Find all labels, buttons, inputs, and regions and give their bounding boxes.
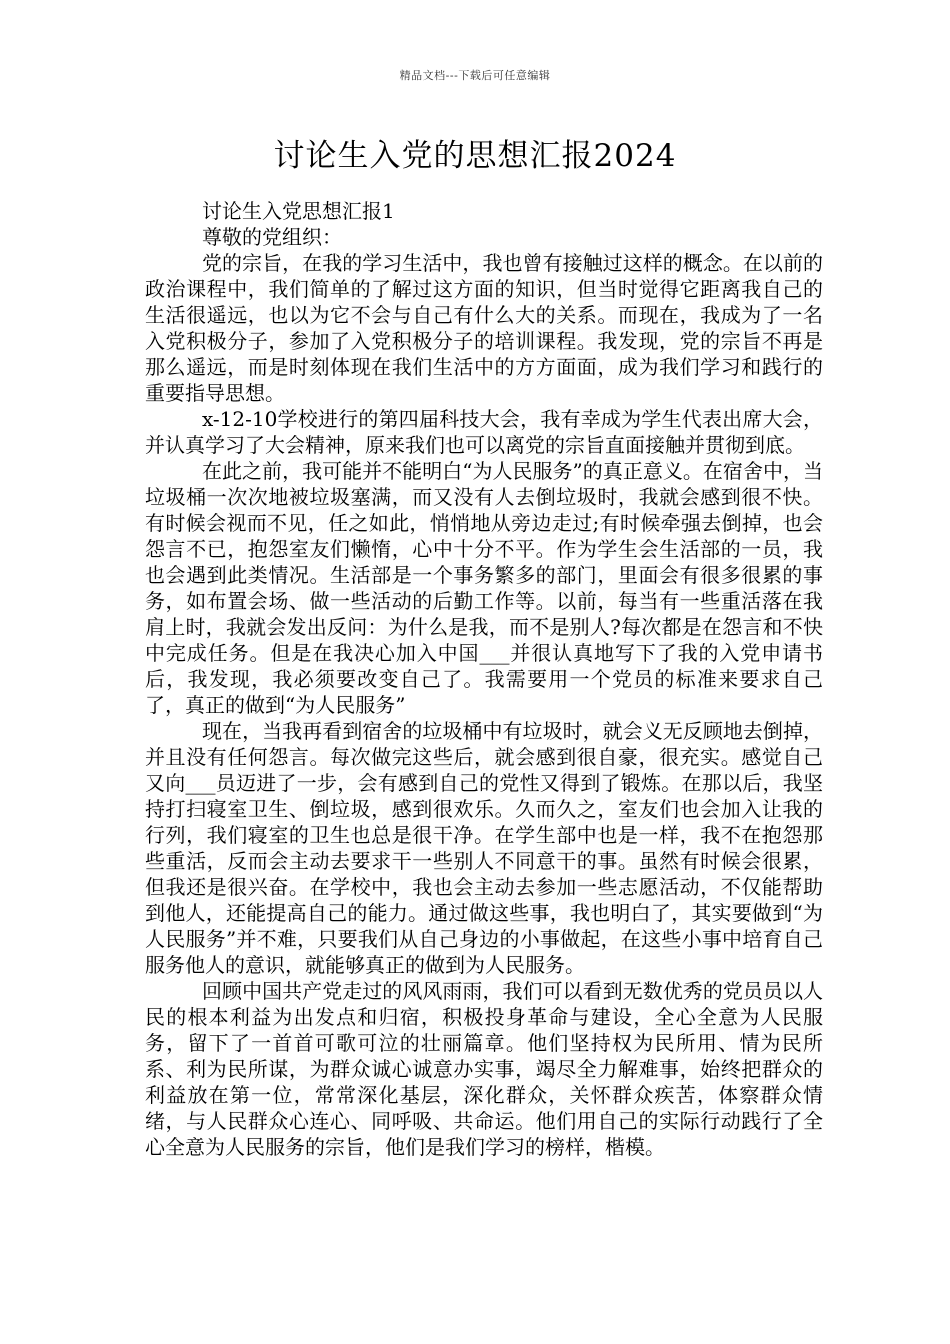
paragraph: x-12-10学校进行的第四届科技大会，我有幸成为学生代表出席大会，并认真学习了大会精神，原来我们也可以离党的宗旨直面接触并贯彻到底。	[145, 407, 823, 457]
paragraph: 回顾中国共产党走过的风风雨雨，我们可以看到无数优秀的党员员以人民的根本利益为出发点和归宿，积极投身革命与建设，全心全意为人民服务，留下了一首首可歌可泣的壮丽篇章。他们坚持权为民所用、情为民所系、利为民所谋，为群众诚心诚意办实事，竭尽全力解难事，始终把群众的利益放在第一位，常常深化基层，深化群众，关怀群众疾苦，体察群众情绪，与人民群众心连心、同呼吸、共命运。他们用自己的实际行动践行了全心全意为人民服务的宗旨，他们是我们学习的榜样，楷模。	[145, 979, 823, 1159]
paragraph: 现在，当我再看到宿舍的垃圾桶中有垃圾时，就会义无反顾地去倒掉，并且没有任何怨言。每次做完这些后，就会感到很自豪，很充实。感觉自己又向___员迈进了一步，会有感到自己的党性又得到了锻炼。在那以后，我坚持打扫寝室卫生、倒垃圾，感到很欢乐。久而久之，室友们也会加入让我的行列，我们寝室的卫生也总是很干净。在学生部中也是一样，我不在抱怨那些重活，反而会主动去要求干一些别人不同意干的事。虽然有时候会很累，但我还是很兴奋。在学校中，我也会主动去参加一些志愿活动，不仅能帮助到他人，还能提高自己的能力。通过做这些事，我也明白了，其实要做到“为人民服务”并不难，只要我们从自己身边的小事做起，在这些小事中培育自己服务他人的意识，就能够真正的做到为人民服务。	[145, 719, 823, 977]
document-title: 讨论生入党的思想汇报2024	[273, 138, 677, 174]
subtitle-line: 讨论生入党思想汇报1	[202, 199, 395, 223]
document-body	[145, 198, 823, 1160]
header-note: 精品文档---下载后可任意编辑	[399, 69, 551, 82]
paragraph: 党的宗旨，在我的学习生活中，我也曾有接触过这样的概念。在以前的政治课程中，我们简单的了解过这方面的知识，但当时觉得它距离我自己的生活很遥远，也以为它不会与自己有什么大的关系。而现在，我成为了一名入党积极分子，参加了入党积极分子的培训课程。我发现，党的宗旨不再是那么遥远，而是时刻体现在我们生活中的方方面面，成为我们学习和践行的重要指导思想。	[145, 251, 823, 405]
paragraph: 在此之前，我可能并不能明白“为人民服务”的真正意义。在宿舍中，当垃圾桶一次次地被垃圾塞满，而又没有人去倒垃圾时，我就会感到很不快。有时候会视而不见，任之如此，悄悄地从旁边走过;有时候牵强去倒掉，也会怨言不已，抱怨室友们懒惰，心中十分不平。作为学生会生活部的一员，我也会遇到此类情况。生活部是一个事务繁多的部门，里面会有很多很累的事务，如布置会场、做一些活动的后勤工作等。以前，每当有一些重活落在我肩上时，我就会发出反问：为什么是我，而不是别人?每次都是在怨言和不快中完成任务。但是在我决心加入中国___并很认真地写下了我的入党申请书后，我发现，我必须要改变自己了。我需要用一个党员的标准来要求自己了，真正的做到“为人民服务”	[145, 459, 823, 717]
salutation-line: 尊敬的党组织：	[202, 225, 342, 249]
